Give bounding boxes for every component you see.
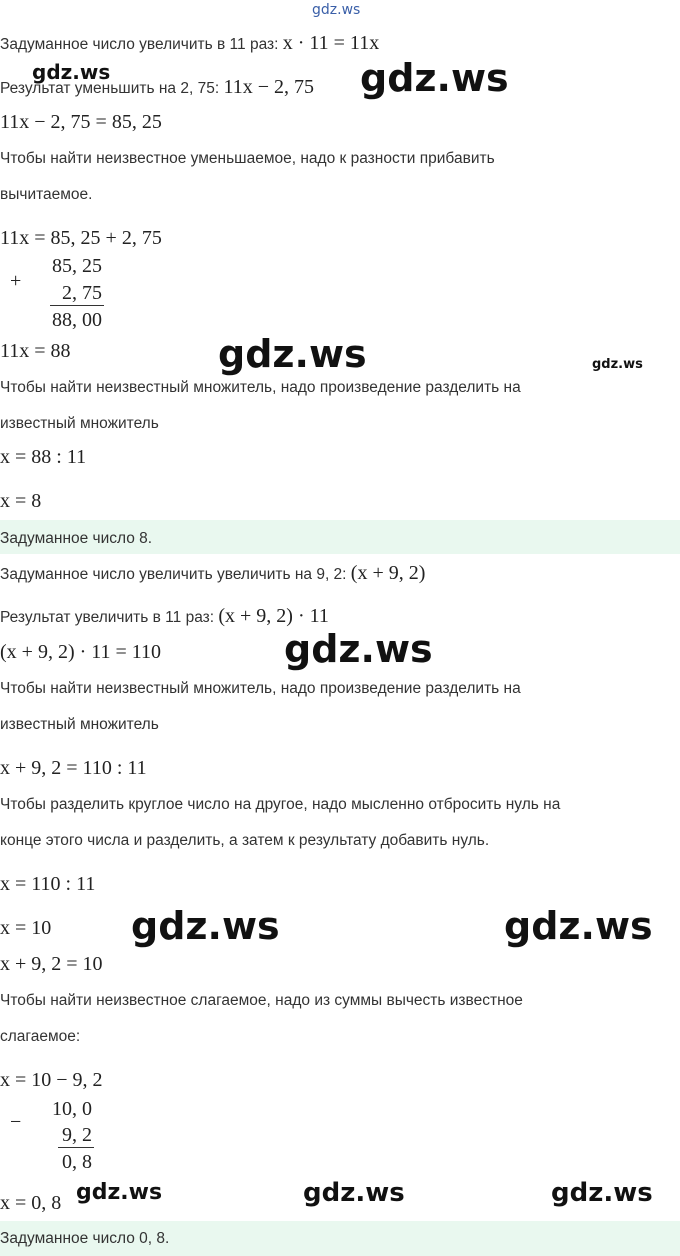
line-8-text: Чтобы найти неизвестный множитель, надо произведение разделить на [0, 379, 521, 396]
column-add-operand-2: 2, 75 [62, 282, 102, 304]
line-21-equation: x = 110 : 11 [0, 873, 96, 895]
line-13 [0, 562, 425, 585]
line-17-text: известный множитель [0, 716, 159, 733]
line-2-text: Результат уменьшить на 2, 75: [0, 80, 224, 97]
line-7-equation: 11x = 88 [0, 340, 71, 362]
column-sub-sign: − [10, 1111, 22, 1133]
column-add-result: 88, 00 [52, 309, 102, 331]
watermark: gdz.ws [303, 1178, 405, 1208]
watermark: gdz.ws [32, 60, 111, 84]
line-14 [0, 605, 329, 628]
line-1-text: Задуманное число увеличить в 11 раз: [0, 36, 283, 53]
line-16-text: Чтобы найти неизвестный множитель, надо произведение разделить на [0, 680, 521, 697]
line-1-math: x · 11 = 11x [282, 32, 380, 54]
watermark: gdz.ws [551, 1178, 653, 1208]
line-11-equation: x = 8 [0, 490, 42, 512]
line-25-text: слагаемое: [0, 1028, 81, 1045]
line-26-equation: x = 10 − 9, 2 [0, 1069, 103, 1091]
line-18-equation: x + 9, 2 = 110 : 11 [0, 757, 147, 779]
line-13-text: Задуманное число увеличить увеличить на 9, 2: [0, 566, 351, 583]
line-14-math: (x + 9, 2) · 11 [218, 605, 329, 627]
line-27-equation: x = 0, 8 [0, 1192, 62, 1214]
watermark: gdz.ws [218, 332, 367, 376]
column-add-sign: + [10, 270, 22, 292]
watermark: gdz.ws [131, 904, 280, 948]
column-sub-operand-1: 10, 0 [52, 1098, 92, 1120]
column-sub-result: 0, 8 [62, 1151, 92, 1173]
watermark: gdz.ws [592, 357, 643, 372]
line-20-text: конце этого числа и разделить, а затем к результату добавить нуль. [0, 832, 490, 849]
line-6-equation: 11x = 85, 25 + 2, 75 [0, 227, 162, 249]
watermark: gdz.ws [76, 1180, 163, 1205]
line-22-equation: x = 10 [0, 917, 52, 939]
column-sub-operand-2: 9, 2 [62, 1124, 92, 1146]
watermark: gdz.ws [284, 627, 433, 671]
line-1 [0, 32, 379, 55]
line-19-text: Чтобы разделить круглое число на другое, надо мысленно отбросить нуль на [0, 796, 561, 813]
line-10-equation: x = 88 : 11 [0, 446, 87, 468]
watermark: gdz.ws [360, 56, 509, 100]
answer-2: Задуманное число 0, 8. [0, 1230, 170, 1247]
watermark-top: gdz.ws [312, 2, 361, 18]
answer-1: Задуманное число 8. [0, 530, 153, 547]
line-3-equation: 11x − 2, 75 = 85, 25 [0, 111, 162, 133]
column-sub-rule [58, 1147, 94, 1148]
line-23-equation: x + 9, 2 = 10 [0, 953, 103, 975]
column-add-rule [50, 305, 104, 306]
line-13-math: (x + 9, 2) [350, 562, 426, 584]
column-add-operand-1: 85, 25 [52, 255, 102, 277]
line-4-text: Чтобы найти неизвестное уменьшаемое, надо к разности прибавить [0, 150, 495, 167]
line-9-text: известный множитель [0, 415, 159, 432]
line-5-text: вычитаемое. [0, 186, 93, 203]
line-14-text: Результат увеличить в 11 раз: [0, 609, 219, 626]
line-2-math: 11x − 2, 75 [223, 76, 314, 98]
watermark: gdz.ws [504, 904, 653, 948]
line-15-equation: (x + 9, 2) · 11 = 110 [0, 641, 162, 663]
line-24-text: Чтобы найти неизвестное слагаемое, надо из суммы вычесть известное [0, 992, 523, 1009]
